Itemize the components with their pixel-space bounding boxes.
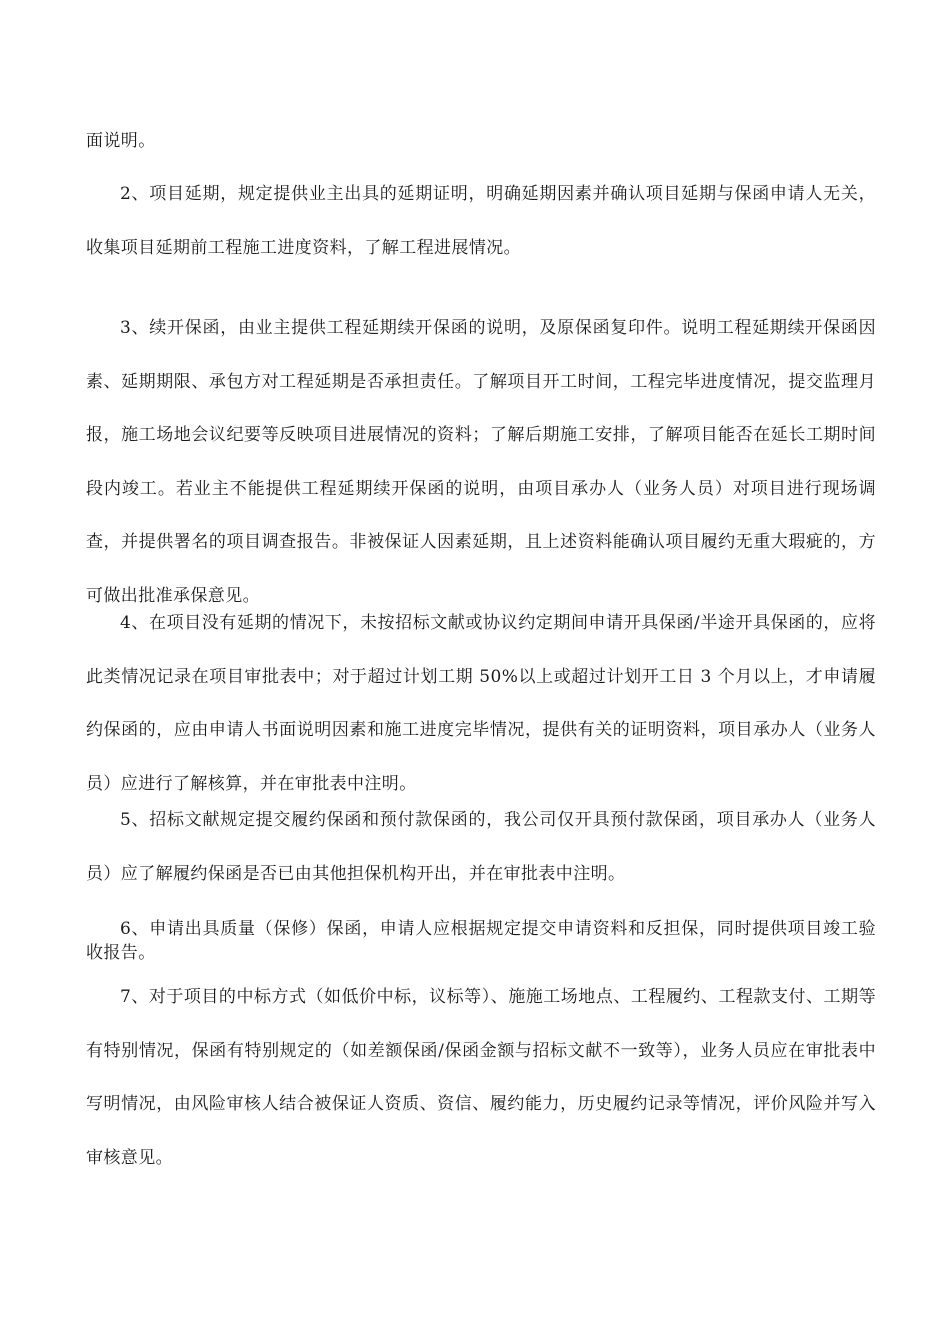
paragraph-item-3: 3、续开保函，由业主提供工程延期续开保函的说明，及原保函复印件。说明工程延期续开保函因素、延期期限、承包方对工程延期是否承担责任。了解项目开工时间，工程完毕进度情况，提交监理月报，施工场地会议纪要等反映项目进展情况的资料；了解后期施工安排，了解项目能否在延长工期时间段内竣工。若业主不能提供工程延期续开保函的说明，由项目承办人（业务人员）对项目进行现场调查，并提供署名的项目调查报告。非被保证人因素延期，且上述资料能确认项目履约无重大瑕疵的，方可做出批准承保意见。 xyxy=(86,318,876,606)
paragraph-item-6: 6、申请出具质量（保修）保函，申请人应根据规定提交申请资料和反担保，同时提供项目竣工验收报告。 xyxy=(86,919,876,963)
paragraph-item-7: 7、对于项目的中标方式（如低价中标，议标等）、施施工场地点、工程履约、工程款支付、工期等有特别情况，保函有特别规定的（如差额保函/保函金额与招标文献不一致等），业务人员应在审批表中写明情况，由风险审核人结合被保证人资质、资信、履约能力，历史履约记录等情况，评价风险并写入审核意见。 xyxy=(86,987,876,1168)
paragraph-item-4: 4、在项目没有延期的情况下，未按招标文献或协议约定期间申请开具保函/半途开具保函的，应将此类情况记录在项目审批表中；对于超过计划工期 50%以上或超过计划开工日 3 个月以上，才申请履约保函的，应由申请人书面说明因素和施工进度完毕情况，提供有关的证明资料，项目承办人（业务人员）应进行了解核算，并在审批表中注明。 xyxy=(86,613,876,794)
paragraph-item-2: 2、项目延期，规定提供业主出具的延期证明，明确延期因素并确认项目延期与保函申请人无关，收集项目延期前工程施工进度资料，了解工程进展情况。 xyxy=(86,184,876,258)
paragraph-continuation: 面说明。 xyxy=(86,131,156,151)
paragraph-item-5: 5、招标文献规定提交履约保函和预付款保函的，我公司仅开具预付款保函，项目承办人（业务人员）应了解履约保函是否已由其他担保机构开出，并在审批表中注明。 xyxy=(86,810,876,884)
